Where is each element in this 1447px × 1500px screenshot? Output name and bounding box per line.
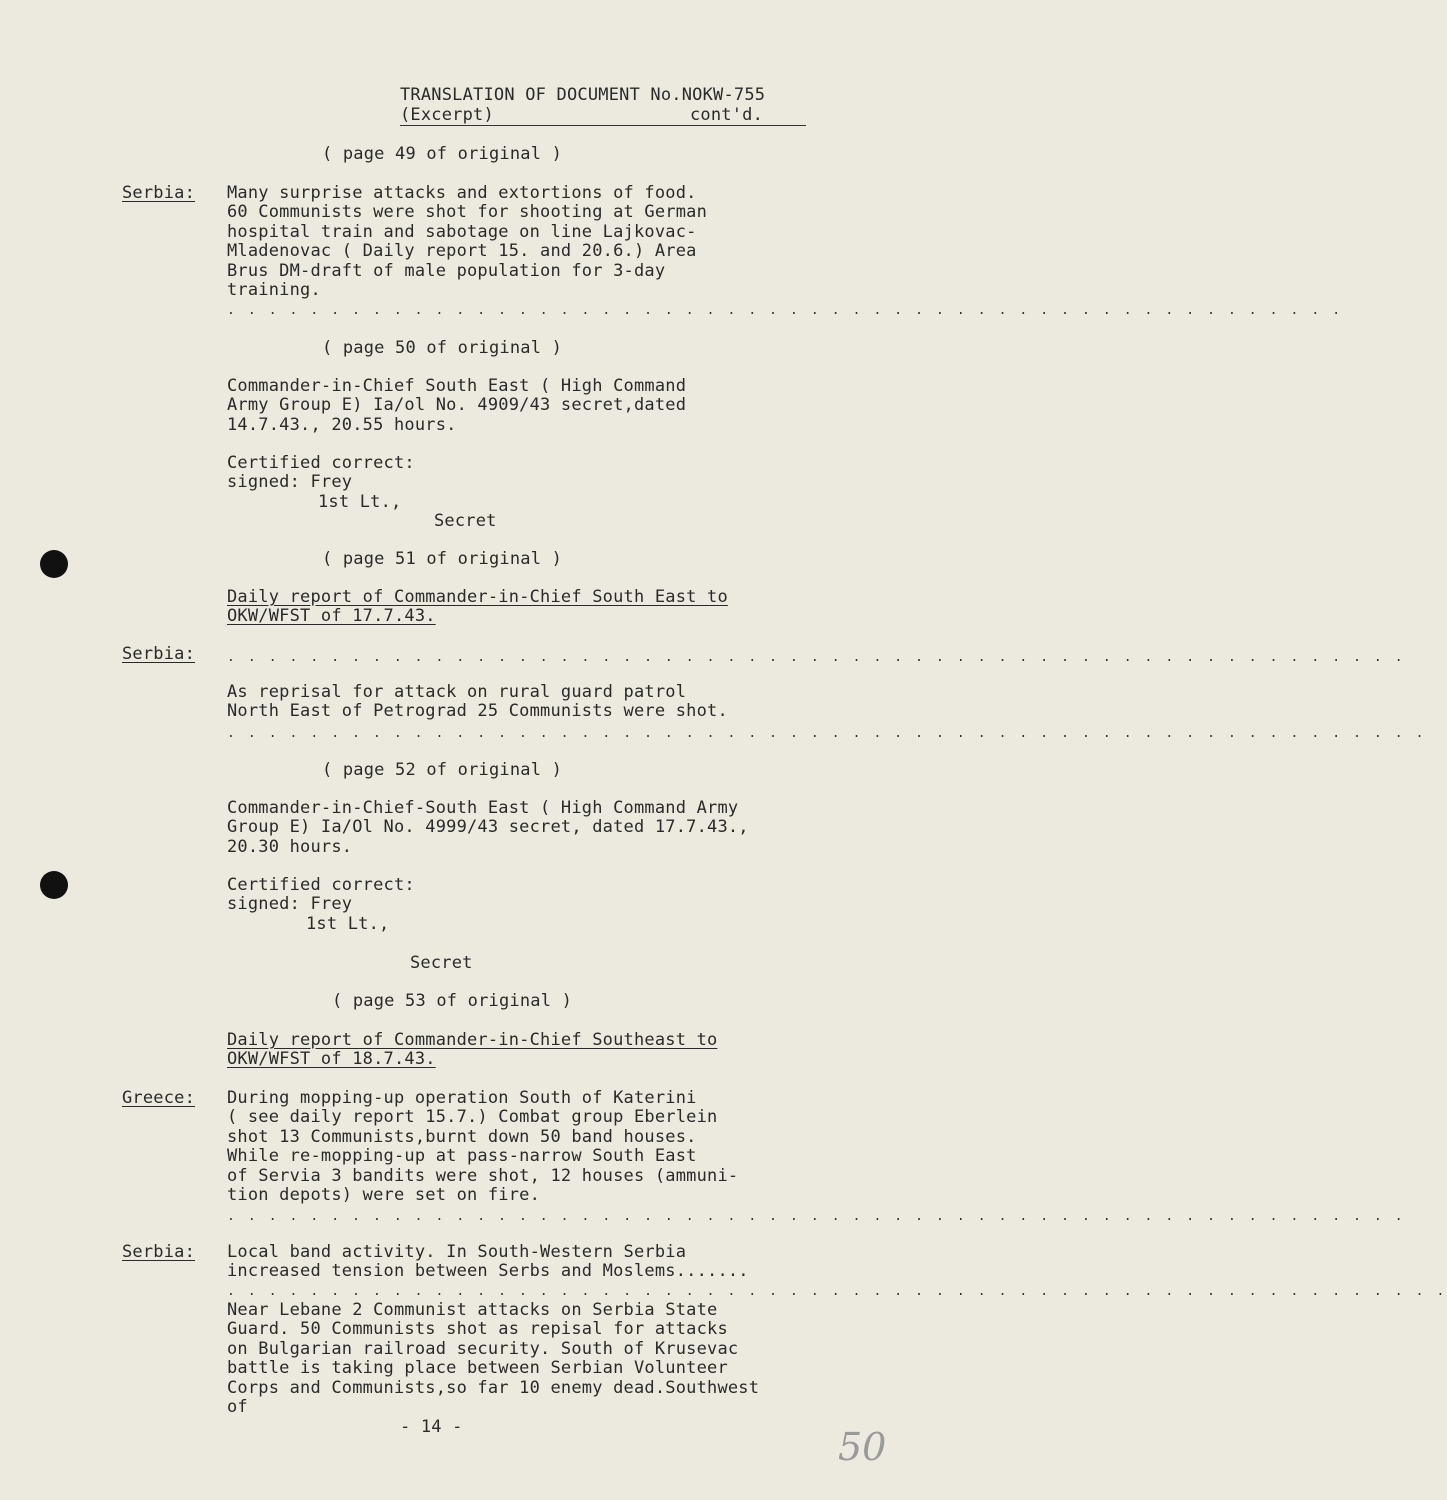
page-marker-52: ( page 52 of original ) — [322, 760, 563, 780]
page-marker-53: ( page 53 of original ) — [332, 991, 573, 1011]
page-marker-49: ( page 49 of original ) — [322, 144, 563, 164]
signer-rank-2: 1st Lt., — [306, 914, 390, 934]
secret-stamp-2: Secret — [410, 953, 473, 973]
serbia-report-3a: Local band activity. In South-Western Serbia increased tension between Serbs and Moslems....... — [227, 1242, 749, 1282]
section-label-serbia: Serbia: — [122, 644, 196, 664]
dotted-separator: . . . . . . . . . . . . . . . . . . . . . . . . . . . . . . . . . . . . . . . . . . . . . . . . . . . . . . . . . . — [227, 726, 1427, 741]
serbia-report-1: Many surprise attacks and extortions of food. 60 Communists were shot for shooting at German hospital train and sabotage on line Lajkovac- Mladenovac ( Daily report 15. and 20.6.) Area Brus DM-draft of male population for 3-day training. — [227, 183, 708, 301]
secret-stamp-1: Secret — [434, 511, 497, 531]
dotted-separator: . . . . . . . . . . . . . . . . . . . . . . . . . . . . . . . . . . . . . . . . . . . . . . . . . . . . . . . . . — [227, 650, 1406, 665]
section-label-serbia: Serbia: — [122, 183, 196, 203]
reprisal-report: As reprisal for attack on rural guard patrol North East of Petrograd 25 Communists were shot. — [227, 682, 728, 722]
page-marker-51: ( page 51 of original ) — [322, 549, 563, 569]
document-title: TRANSLATION OF DOCUMENT No.NOKW-755 — [400, 85, 766, 105]
daily-report-heading-2: Daily report of Commander-in-Chief Southeast to OKW/WFST of 18.7.43. — [227, 1030, 718, 1070]
dotted-separator: . . . . . . . . . . . . . . . . . . . . . . . . . . . . . . . . . . . . . . . . . . . . . . . . . . . . . . — [227, 303, 1343, 318]
dotted-separator: . . . . . . . . . . . . . . . . . . . . . . . . . . . . . . . . . . . . . . . . . . . . . . . . . . . . . . . . . — [227, 1209, 1406, 1224]
punch-hole — [40, 871, 68, 899]
header-underline — [400, 125, 806, 126]
certification-1: Certified correct: signed: Frey — [227, 453, 415, 493]
contd-label: cont'd. — [690, 105, 764, 125]
page-marker-50: ( page 50 of original ) — [322, 338, 563, 358]
daily-report-heading-1: Daily report of Commander-in-Chief South East to OKW/WFST of 17.7.43. — [227, 587, 728, 627]
pencil-annotation: 50 — [838, 1425, 887, 1469]
certification-2: Certified correct: signed: Frey — [227, 875, 415, 915]
page-number: - 14 - — [400, 1417, 463, 1437]
excerpt-label: (Excerpt) — [400, 105, 494, 125]
dotted-separator: . . . . . . . . . . . . . . . . . . . . . . . . . . . . . . . . . . . . . . . . . . . . . . . . . . . . . . . . . . . — [227, 1284, 1447, 1299]
greece-report: During mopping-up operation South of Katerini ( see daily report 15.7.) Combat group Eberlein shot 13 Communists,burnt down 50 band houses. While re-mopping-up at pass-narrow South East of Servia 3 bandits were shot, 12 houses (ammuni- tion depots) were set on fire. — [227, 1088, 739, 1206]
section-label-greece: Greece: — [122, 1088, 196, 1108]
punch-hole — [40, 550, 68, 578]
serbia-report-3b: Near Lebane 2 Communist attacks on Serbia State Guard. 50 Communists shot as repisal for attacks on Bulgarian railroad security. South of Krusevac battle is taking place between Serbian Volunteer Corps and Communists,so far 10 enemy dead.Southwest of — [227, 1300, 760, 1418]
commander-in-chief-order-2: Commander-in-Chief-South East ( High Command Army Group E) Ia/Ol No. 4999/43 secret, dated 17.7.43., 20.30 hours. — [227, 798, 749, 857]
commander-in-chief-order-1: Commander-in-Chief South East ( High Command Army Group E) Ia/ol No. 4909/43 secret,dated 14.7.43., 20.55 hours. — [227, 376, 687, 435]
section-label-serbia: Serbia: — [122, 1242, 196, 1262]
signer-rank-1: 1st Lt., — [318, 492, 402, 512]
